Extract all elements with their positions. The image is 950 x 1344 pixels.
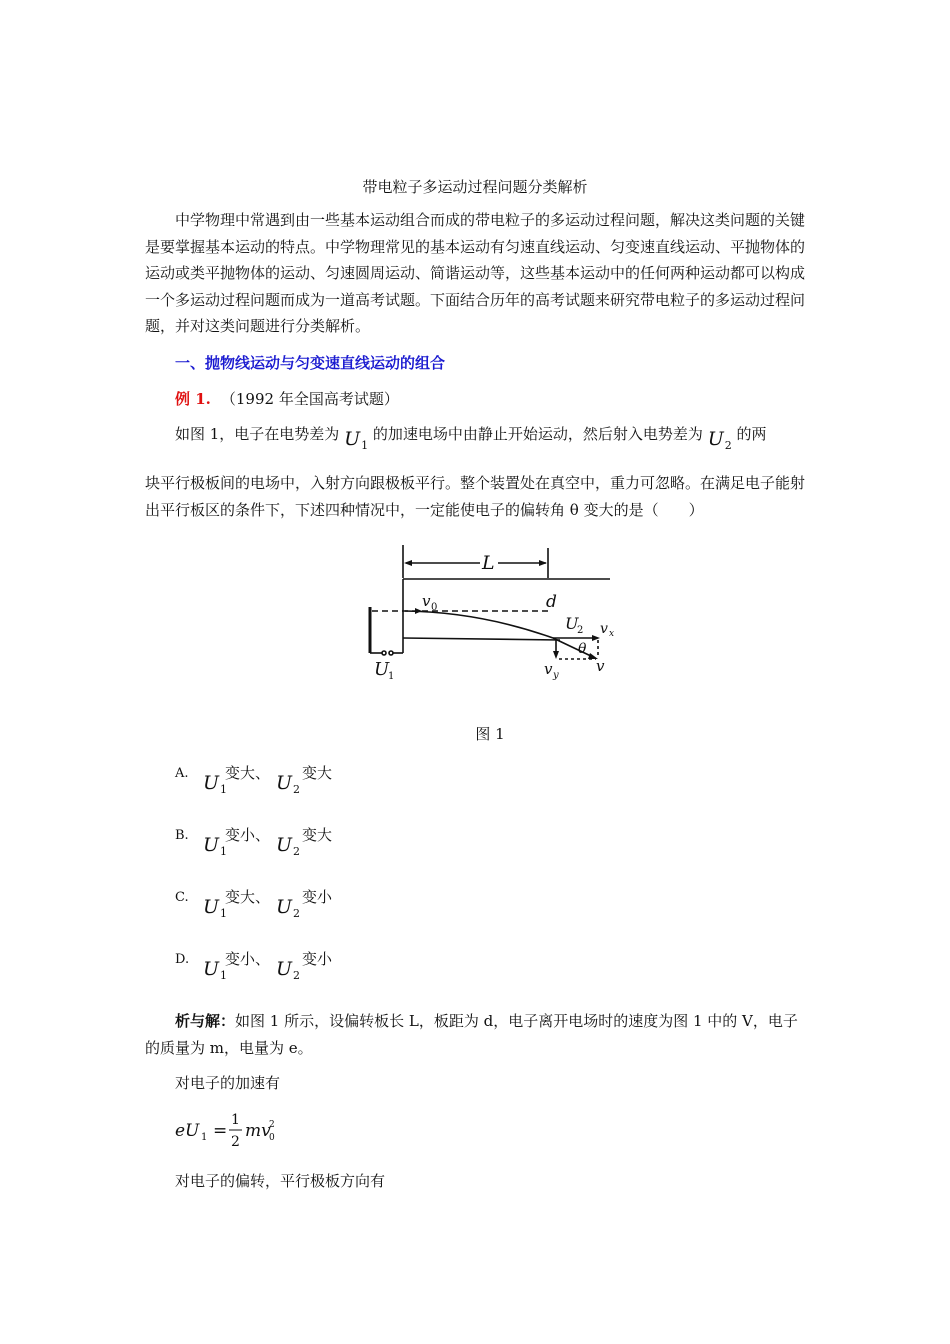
v-vector — [553, 638, 593, 657]
option-u1: $U_1$ — [203, 896, 228, 920]
label-U2: U — [565, 614, 579, 633]
section-heading-1: 一、抛物线运动与匀变速直线运动的组合 — [175, 354, 446, 372]
analysis-paragraph — [145, 1008, 810, 1061]
bottom-plate — [403, 638, 560, 640]
option-letter: C. — [175, 890, 189, 905]
formula-eq: = — [213, 1121, 228, 1141]
option-text-1: 变大、 — [225, 764, 271, 782]
formula-rhs: mv — [245, 1121, 271, 1141]
option-letter: D. — [175, 952, 190, 967]
option-c — [175, 886, 475, 926]
figure-caption: 图 1 — [475, 725, 505, 743]
label-vx-sub: x — [609, 629, 615, 639]
example-line — [175, 388, 399, 409]
formula-lhs-sub: 1 — [201, 1132, 208, 1143]
dim-arrow-right — [539, 560, 547, 566]
question-part1: 如图 1，电子在电势差为 — [175, 425, 340, 443]
label-U2-sub: 2 — [577, 625, 584, 636]
formula-accel — [175, 1106, 315, 1156]
option-u1: $U_1$ — [203, 834, 228, 858]
example-source: （1992 年全国高考试题） — [220, 390, 399, 408]
vy-arrowhead — [553, 651, 559, 659]
deflect-line: 对电子的偏转，平行极板方向有 — [175, 1172, 386, 1190]
label-theta: θ — [578, 641, 587, 657]
option-text-1: 变小、 — [225, 950, 271, 968]
dim-arrow-left — [404, 560, 412, 566]
label-d: d — [546, 592, 557, 612]
figure-1 — [360, 540, 620, 694]
question-first-line — [175, 422, 767, 452]
option-letter: B. — [175, 828, 189, 843]
option-text-2: 变小 — [302, 950, 333, 968]
label-v0: v — [422, 592, 431, 610]
option-u2: $U_2$ — [276, 958, 301, 982]
formula-num: 1 — [231, 1112, 240, 1128]
symbol-u1: $U_1$ — [344, 428, 369, 452]
symbol-u2: $U_2$ — [707, 428, 732, 452]
accel-line: 对电子的加速有 — [175, 1074, 281, 1092]
analysis-label: 析与解： — [175, 1012, 236, 1030]
electron-trajectory — [405, 611, 553, 638]
formula-svg — [175, 1106, 315, 1156]
option-u2: $U_2$ — [276, 834, 301, 858]
example-label: 例 1. — [175, 390, 211, 408]
label-vy-sub: y — [553, 670, 559, 681]
option-a — [175, 762, 475, 802]
formula-den: 2 — [231, 1134, 240, 1150]
option-text-2: 变小 — [302, 888, 333, 906]
formula-rhs-sup: 2 — [269, 1120, 275, 1130]
question-part3: 的两 — [736, 425, 767, 443]
label-U1: U — [374, 659, 390, 680]
option-u1: $U_1$ — [203, 772, 228, 796]
terminal-right — [389, 651, 393, 655]
option-d — [175, 948, 475, 988]
option-text-2: 变大 — [302, 826, 333, 844]
option-text-2: 变大 — [302, 764, 333, 782]
label-U1-sub: 1 — [388, 671, 395, 682]
option-text-1: 变小、 — [225, 826, 271, 844]
option-u2: $U_2$ — [276, 896, 301, 920]
label-v: v — [596, 657, 605, 675]
label-vx: v — [600, 621, 608, 637]
analysis-text: 如图 1 所示，设偏转板长 L，板距为 d，电子离开电场时的速度为图 1 中的 V，电子的质量为 m，电量为 e。 — [145, 1012, 798, 1057]
label-vy: v — [544, 660, 553, 678]
option-letter: A. — [175, 766, 189, 781]
question-rest: 块平行极板间的电场中，入射方向跟极板平行。整个装置处在真空中，重力可忽略。在满足电子能射出平行板区的条件下，下述四种情况中，一定能使电子的偏转角 θ 变大的是（ ） — [145, 474, 806, 519]
intro-paragraph: 中学物理中常遇到由一些基本运动组合而成的带电粒子的多运动过程问题，解决这类问题的关键是要掌握基本运动的特点。中学物理常见的基本运动有匀速直线运动、匀变速直线运动、平抛物体的运动或类平抛物体的运动、匀速圆周运动、简谐运动等，这些基本运动中的任何两种运动都可以构成一个多运动过程问题而成为一道高考试题。下面结合历年的高考试题来研究带电粒子的多运动过程问题，并对这类问题进行分类解析。 — [145, 211, 806, 335]
option-u1: $U_1$ — [203, 958, 228, 982]
terminal-left — [382, 651, 386, 655]
formula-rhs-sub: 0 — [269, 1133, 275, 1143]
question-part2: 的加速电场中由静止开始运动，然后射入电势差为 — [372, 425, 703, 443]
doc-title: 带电粒子多运动过程问题分类解析 — [362, 178, 588, 196]
formula-lhs: eU — [175, 1121, 200, 1141]
label-L: L — [482, 552, 495, 574]
deflection-diagram — [360, 540, 620, 690]
label-v0-sub: 0 — [431, 602, 438, 613]
option-u2: $U_2$ — [276, 772, 301, 796]
option-b — [175, 824, 475, 864]
option-text-1: 变大、 — [225, 888, 271, 906]
